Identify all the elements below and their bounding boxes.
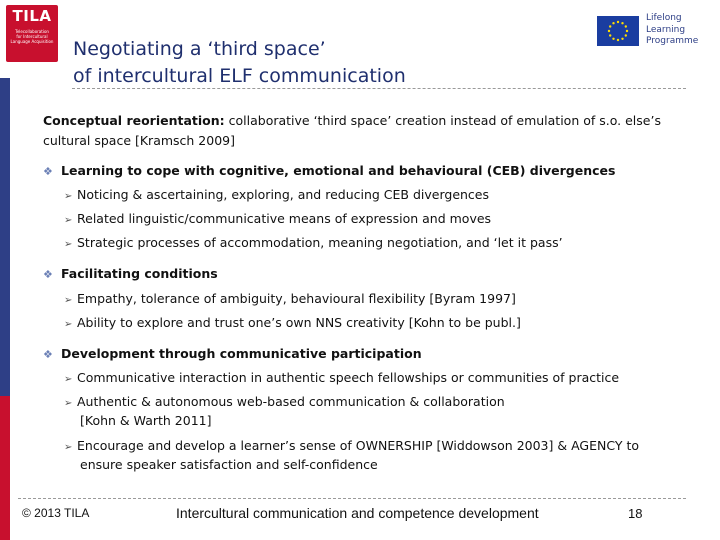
intro-line-2: cultural space [Kramsch 2009] bbox=[43, 133, 235, 148]
sidebar-accent-blue bbox=[0, 78, 10, 396]
bullet-item bbox=[43, 265, 218, 284]
sub-bullet-text: Ability to explore and trust one’s own NNS creativity [Kohn to be publ.] bbox=[77, 315, 521, 330]
title-line-2: of intercultural ELF communication bbox=[73, 65, 406, 87]
eu-programme-label bbox=[646, 13, 698, 48]
bullet-text: Development through communicative participation bbox=[61, 346, 422, 361]
tila-logo bbox=[6, 5, 58, 62]
sub-bullet-item bbox=[64, 369, 619, 389]
footer-divider bbox=[18, 498, 686, 499]
bullet-text: Facilitating conditions bbox=[61, 266, 218, 281]
arrow-bullet-icon: ➢ bbox=[64, 191, 73, 202]
arrow-bullet-icon: ➢ bbox=[64, 374, 73, 385]
page-number: 18 bbox=[628, 506, 643, 521]
intro-line-1: collaborative ‘third space’ creation instead of emulation of s.o. else’s bbox=[224, 113, 661, 128]
sub-bullet-item bbox=[64, 314, 521, 334]
sub-bullet-item bbox=[64, 437, 639, 457]
sub-bullet-text: Authentic & autonomous web-based communication & collaboration bbox=[77, 394, 505, 409]
sub-bullet-item bbox=[64, 210, 491, 230]
bullet-item bbox=[43, 162, 615, 181]
sub-bullet-text: Communicative interaction in authentic speech fellowships or communities of practice bbox=[77, 370, 620, 385]
arrow-bullet-icon: ➢ bbox=[64, 319, 73, 330]
logo-line-1: Telecollaboration bbox=[15, 29, 49, 34]
title-line-1: Negotiating a ‘third space’ bbox=[73, 38, 326, 60]
sub-bullet-text: Related linguistic/communicative means of expression and moves bbox=[77, 211, 492, 226]
sub-bullet-item bbox=[64, 186, 489, 206]
sub-bullet-text: Encourage and develop a learner’s sense of OWNERSHIP [Widdowson 2003] & AGENCY to bbox=[77, 438, 640, 453]
diamond-bullet-icon: ❖ bbox=[43, 268, 53, 281]
eu-line-1: Lifelong bbox=[646, 13, 682, 23]
sub-bullet-text: Empathy, tolerance of ambiguity, behavioural flexibility [Byram 1997] bbox=[77, 291, 516, 306]
header-divider bbox=[72, 88, 686, 89]
arrow-bullet-icon: ➢ bbox=[64, 398, 73, 409]
bullet-text: Learning to cope with cognitive, emotional and behavioural (CEB) divergences bbox=[61, 163, 616, 178]
footer-title: Intercultural communication and competence development bbox=[176, 505, 539, 521]
arrow-bullet-icon: ➢ bbox=[64, 442, 73, 453]
sub-bullet-text: Noticing & ascertaining, exploring, and reducing CEB divergences bbox=[77, 187, 490, 202]
arrow-bullet-icon: ➢ bbox=[64, 295, 73, 306]
sub-bullet-continuation: [Kohn & Warth 2011] bbox=[80, 413, 212, 428]
sub-bullet-item bbox=[64, 234, 563, 254]
sub-bullet-item bbox=[64, 393, 505, 413]
eu-stars-icon bbox=[597, 16, 639, 46]
intro-paragraph bbox=[43, 111, 683, 151]
eu-line-2: Learning bbox=[646, 24, 686, 35]
sub-bullet-text: Strategic processes of accommodation, meaning negotiation, and ‘let it pass’ bbox=[77, 235, 563, 250]
sub-bullet-continuation: ensure speaker satisfaction and self-confidence bbox=[80, 457, 378, 472]
bullet-item bbox=[43, 345, 422, 364]
slide-title bbox=[73, 36, 406, 90]
sub-bullet-item bbox=[64, 290, 516, 310]
arrow-bullet-icon: ➢ bbox=[64, 239, 73, 250]
logo-line-3: Language Acquisition bbox=[10, 39, 54, 44]
diamond-bullet-icon: ❖ bbox=[43, 348, 53, 361]
diamond-bullet-icon: ❖ bbox=[43, 165, 53, 178]
footer-copyright: © 2013 TILA bbox=[22, 506, 90, 520]
arrow-bullet-icon: ➢ bbox=[64, 215, 73, 226]
intro-bold-label: Conceptual reorientation: bbox=[43, 113, 225, 128]
eu-line-3: Programme bbox=[646, 36, 699, 46]
eu-flag-icon bbox=[597, 16, 639, 46]
logo-title: TILA bbox=[12, 7, 52, 25]
logo-line-2: for Intercultural bbox=[16, 34, 48, 39]
sidebar-accent-red bbox=[0, 396, 10, 540]
